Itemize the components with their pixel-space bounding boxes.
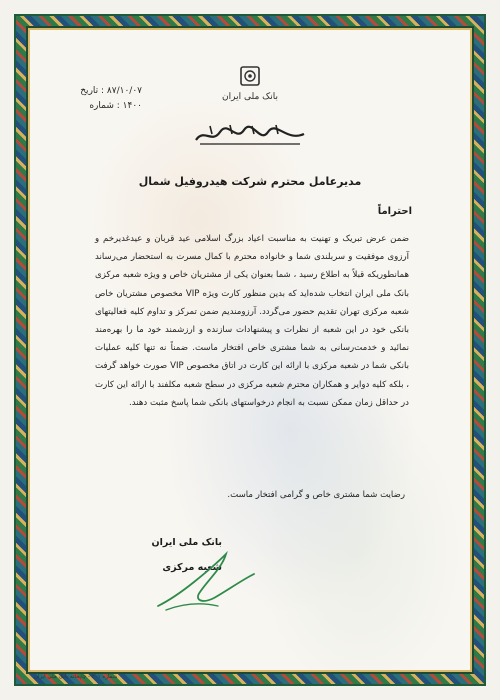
print-code: شماره ۲۰۱ - چاپخانه بانک ملی ایران bbox=[34, 674, 118, 680]
salutation: احتراماً bbox=[377, 206, 412, 217]
recipient-title: مدیرعامل محترم شرکت هیدروفیل شمال bbox=[138, 175, 362, 188]
signer-bank-name: بانک ملی ایران bbox=[151, 537, 222, 548]
letter-body bbox=[95, 230, 409, 412]
handwritten-signature bbox=[130, 540, 270, 620]
basmala-calligraphy bbox=[190, 120, 310, 150]
letter-body-paragraph: ضمن عرض تبریک و تهنیت به مناسبت اعیاد بزرگ اسلامی عید قربان و عیدغدیرخم و آرزوی موفقیت و سربلندی شما و خانواده محترم با کمال مسرت به استحضار می‌رساند همانطوریکه قبلاً به اطلاع رسید ، شما بعنوان یکی از مشتریان خاص و ویژه شعبه مرکزی بانک ملی ایران انتخاب شده‌اید که بدین منظور کارت ویژه VIP مخصوص مشتریان خاص شعبه مرکزی تهران تقدیم حضور می‌گردد. آرزومندیم ضمن تمرکز و تداوم کلیه فعالیتهای بانکی خود در این شعبه از نظرات و پیشنهادات سازنده و ارزشمند خود ما را بهره‌مند نمائید و خدمت‌رسانی به شما مشتری خاص افتخار ماست. ضمناً نه تنها کلیه عملیات بانکی شما در شعبه مرکزی با ارائه این کارت در اتاق مخصوص VIP صورت خواهد گرفت ، بلکه کلیه دوایر و همکاران محترم شعبه مرکزی در سطح شعبه مکلفند با ارائه این کارت در حداقل زمان ممکن نسبت به انجام درخواستهای بانکی شما پاسخ مثبت دهند. bbox=[95, 234, 410, 408]
letter-closing: رضایت شما مشتری خاص و گرامی افتخار ماست. bbox=[227, 490, 405, 500]
bank-name-script: بانک ملی ایران bbox=[222, 92, 278, 102]
letter-date: ۸۷/۱۰/۰۷ : تاریخ bbox=[80, 86, 142, 96]
bank-emblem-icon bbox=[238, 64, 262, 88]
letter-number: ۱۴۰۰ : شماره bbox=[89, 101, 142, 111]
signer-branch: شعبه مرکزی bbox=[162, 562, 222, 573]
